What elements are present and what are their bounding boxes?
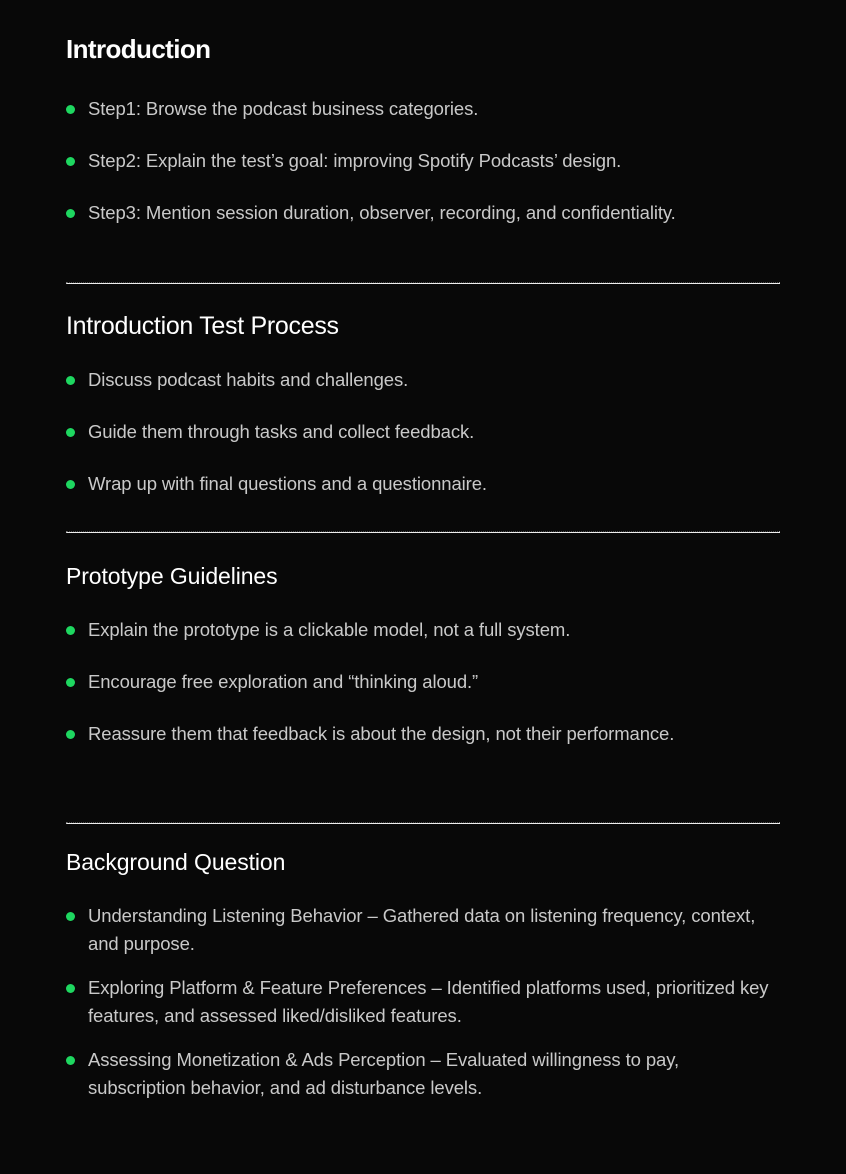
section-heading-background-question: Background Question: [66, 849, 286, 875]
list-item: [66, 1046, 780, 1102]
bullet-list-introduction: [66, 95, 780, 227]
list-item-text: Discuss podcast habits and challenges.: [88, 369, 409, 390]
list-item-text: Assessing Monetization & Ads Perception – Evaluated willingness to pay, subscription behavior, and ad disturbance levels.: [88, 1049, 680, 1098]
divider-wrap: [66, 251, 780, 284]
bullet-list-background-question: [66, 902, 780, 1102]
section-introduction: [66, 0, 780, 284]
list-item: [66, 366, 780, 394]
section-heading-prototype-guidelines: Prototype Guidelines: [66, 563, 278, 589]
bullet-dot-icon: [66, 678, 75, 687]
list-item-text: Reassure them that feedback is about the design, not their performance.: [88, 723, 675, 744]
section-heading-introduction-test-process: Introduction Test Process: [66, 312, 339, 340]
bullet-dot-icon: [66, 984, 75, 993]
list-item-text: Step3: Mention session duration, observer, recording, and confidentiality.: [88, 202, 676, 223]
list-item-text: Encourage free exploration and “thinking aloud.”: [88, 671, 479, 692]
bullet-dot-icon: [66, 912, 75, 921]
list-item-text: Step1: Browse the podcast business categories.: [88, 98, 479, 119]
bullet-dot-icon: [66, 480, 75, 489]
list-item-text: Wrap up with final questions and a questionnaire.: [88, 473, 487, 494]
list-item-text: Guide them through tasks and collect feedback.: [88, 421, 475, 442]
section-prototype-guidelines: [66, 533, 780, 824]
bullet-list-introduction-test-process: [66, 366, 780, 498]
list-item: [66, 902, 780, 958]
divider-wrap: [66, 772, 780, 824]
list-item: [66, 974, 780, 1030]
list-item-text: Step2: Explain the test’s goal: improving Spotify Podcasts’ design.: [88, 150, 622, 171]
section-introduction-test-process: [66, 284, 780, 533]
bullet-list-prototype-guidelines: [66, 616, 780, 748]
section-background-question: [66, 824, 780, 1102]
bullet-dot-icon: [66, 105, 75, 114]
bullet-dot-icon: [66, 209, 75, 218]
bullet-dot-icon: [66, 626, 75, 635]
list-item: [66, 418, 780, 446]
bullet-dot-icon: [66, 376, 75, 385]
list-item: [66, 199, 780, 227]
section-heading-introduction: Introduction: [66, 34, 211, 64]
bullet-dot-icon: [66, 730, 75, 739]
list-item-text: Explain the prototype is a clickable model, not a full system.: [88, 619, 571, 640]
bullet-dot-icon: [66, 1056, 75, 1065]
list-item-text: Understanding Listening Behavior – Gathered data on listening frequency, context, and purpose.: [88, 905, 756, 954]
list-item-text: Exploring Platform & Feature Preferences – Identified platforms used, prioritized key features, and assessed liked/disliked features.: [88, 977, 769, 1026]
list-item: [66, 95, 780, 123]
list-item: [66, 147, 780, 175]
list-item: [66, 616, 780, 644]
bullet-dot-icon: [66, 428, 75, 437]
divider-wrap: [66, 522, 780, 533]
list-item: [66, 720, 780, 748]
bullet-dot-icon: [66, 157, 75, 166]
list-item: [66, 470, 780, 498]
list-item: [66, 668, 780, 696]
